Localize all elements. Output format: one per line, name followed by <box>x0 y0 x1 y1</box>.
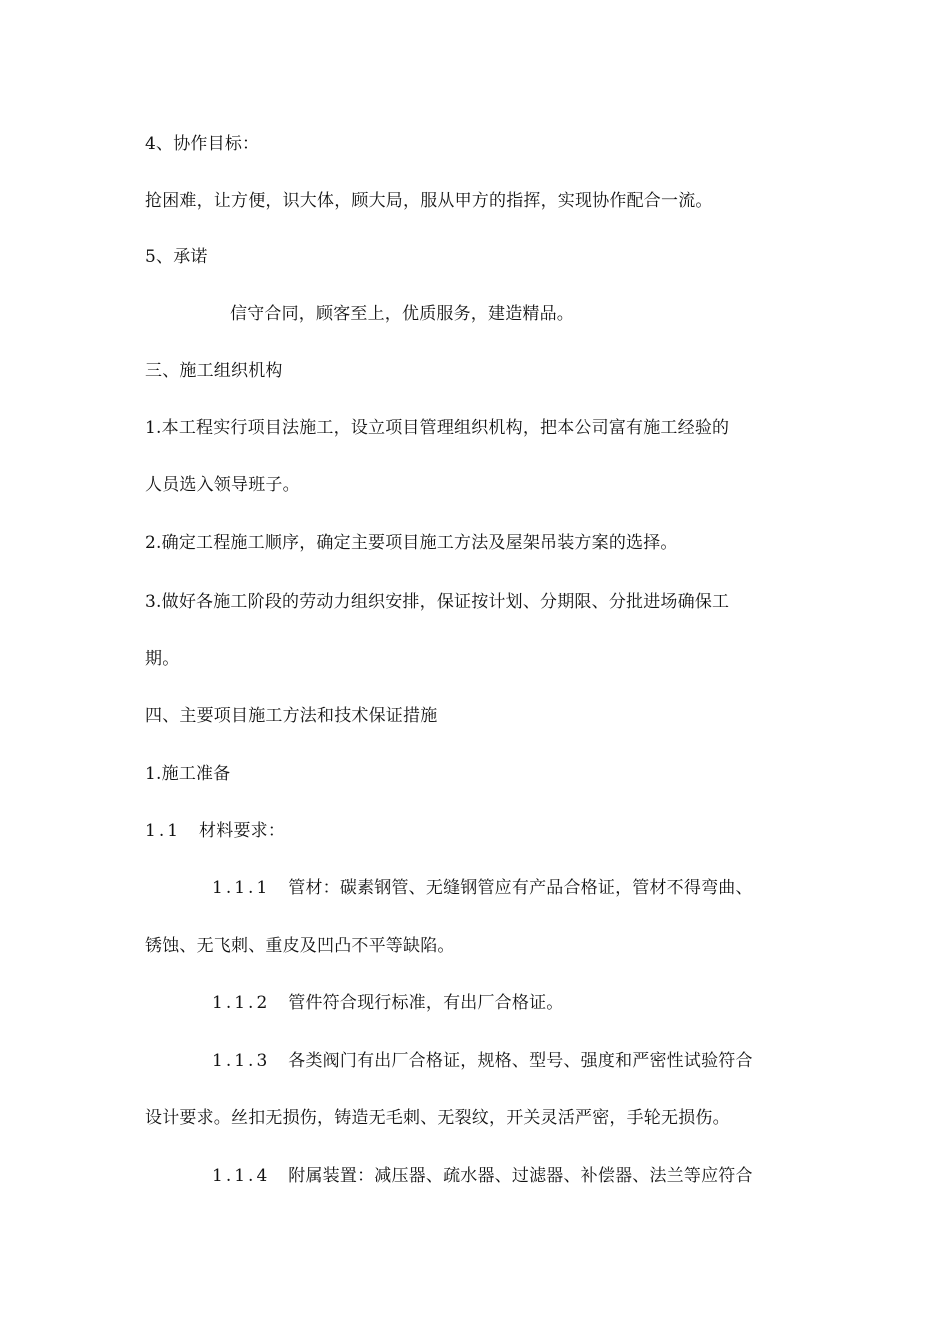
section-title: 材料要求： <box>199 821 286 841</box>
item-1-1-2 <box>212 991 563 1015</box>
paragraph-org-3: 3.做好各施工阶段的劳动力组织安排，保证按计划、分期限、分批进场确保工 <box>145 592 730 612</box>
section-number: 1.1 <box>145 821 182 841</box>
paragraph-org-1-cont: 人员选入领导班子。 <box>145 475 300 495</box>
item-text: 附属装置：减压器、疏水器、过滤器、补偿器、法兰等应符合 <box>288 1166 753 1186</box>
item-1-1-3 <box>212 1049 753 1073</box>
item-number: 1.1.1 <box>212 878 271 898</box>
item-number: 1.1.4 <box>212 1166 271 1186</box>
heading-cooperation-goal: 4、协作目标： <box>145 134 260 154</box>
item-1-1-4 <box>212 1164 753 1188</box>
item-1-1-3-cont: 设计要求。丝扣无损伤，铸造无毛刺、无裂纹，开关灵活严密，手轮无损伤。 <box>145 1108 730 1128</box>
paragraph-promise-text: 信守合同，顾客至上，优质服务，建造精品。 <box>230 304 574 324</box>
paragraph-cooperation-text: 抢困难，让方便，识大体，顾大局，服从甲方的指挥，实现协作配合一流。 <box>145 191 713 211</box>
item-number: 1.1.3 <box>212 1051 271 1071</box>
item-text: 各类阀门有出厂合格证，规格、型号、强度和严密性试验符合 <box>288 1051 753 1071</box>
item-text: 管件符合现行标准，有出厂合格证。 <box>288 993 564 1013</box>
paragraph-org-2: 2.确定工程施工顺序，确定主要项目施工方法及屋架吊装方案的选择。 <box>145 533 678 553</box>
item-1-1-1 <box>212 876 753 900</box>
paragraph-org-3-cont: 期。 <box>145 649 180 669</box>
heading-material-requirements <box>145 819 285 843</box>
heading-organization: 三、施工组织机构 <box>145 361 283 381</box>
heading-preparation: 1.施工准备 <box>145 764 231 784</box>
item-1-1-1-cont: 锈蚀、无飞刺、重皮及凹凸不平等缺陷。 <box>145 936 455 956</box>
paragraph-org-1: 1.本工程实行项目法施工，设立项目管理组织机构，把本公司富有施工经验的 <box>145 418 730 438</box>
item-text: 管材：碳素钢管、无缝钢管应有产品合格证，管材不得弯曲、 <box>288 878 753 898</box>
heading-promise: 5、承诺 <box>145 247 208 267</box>
heading-methods: 四、主要项目施工方法和技术保证措施 <box>145 706 438 726</box>
item-number: 1.1.2 <box>212 993 271 1013</box>
